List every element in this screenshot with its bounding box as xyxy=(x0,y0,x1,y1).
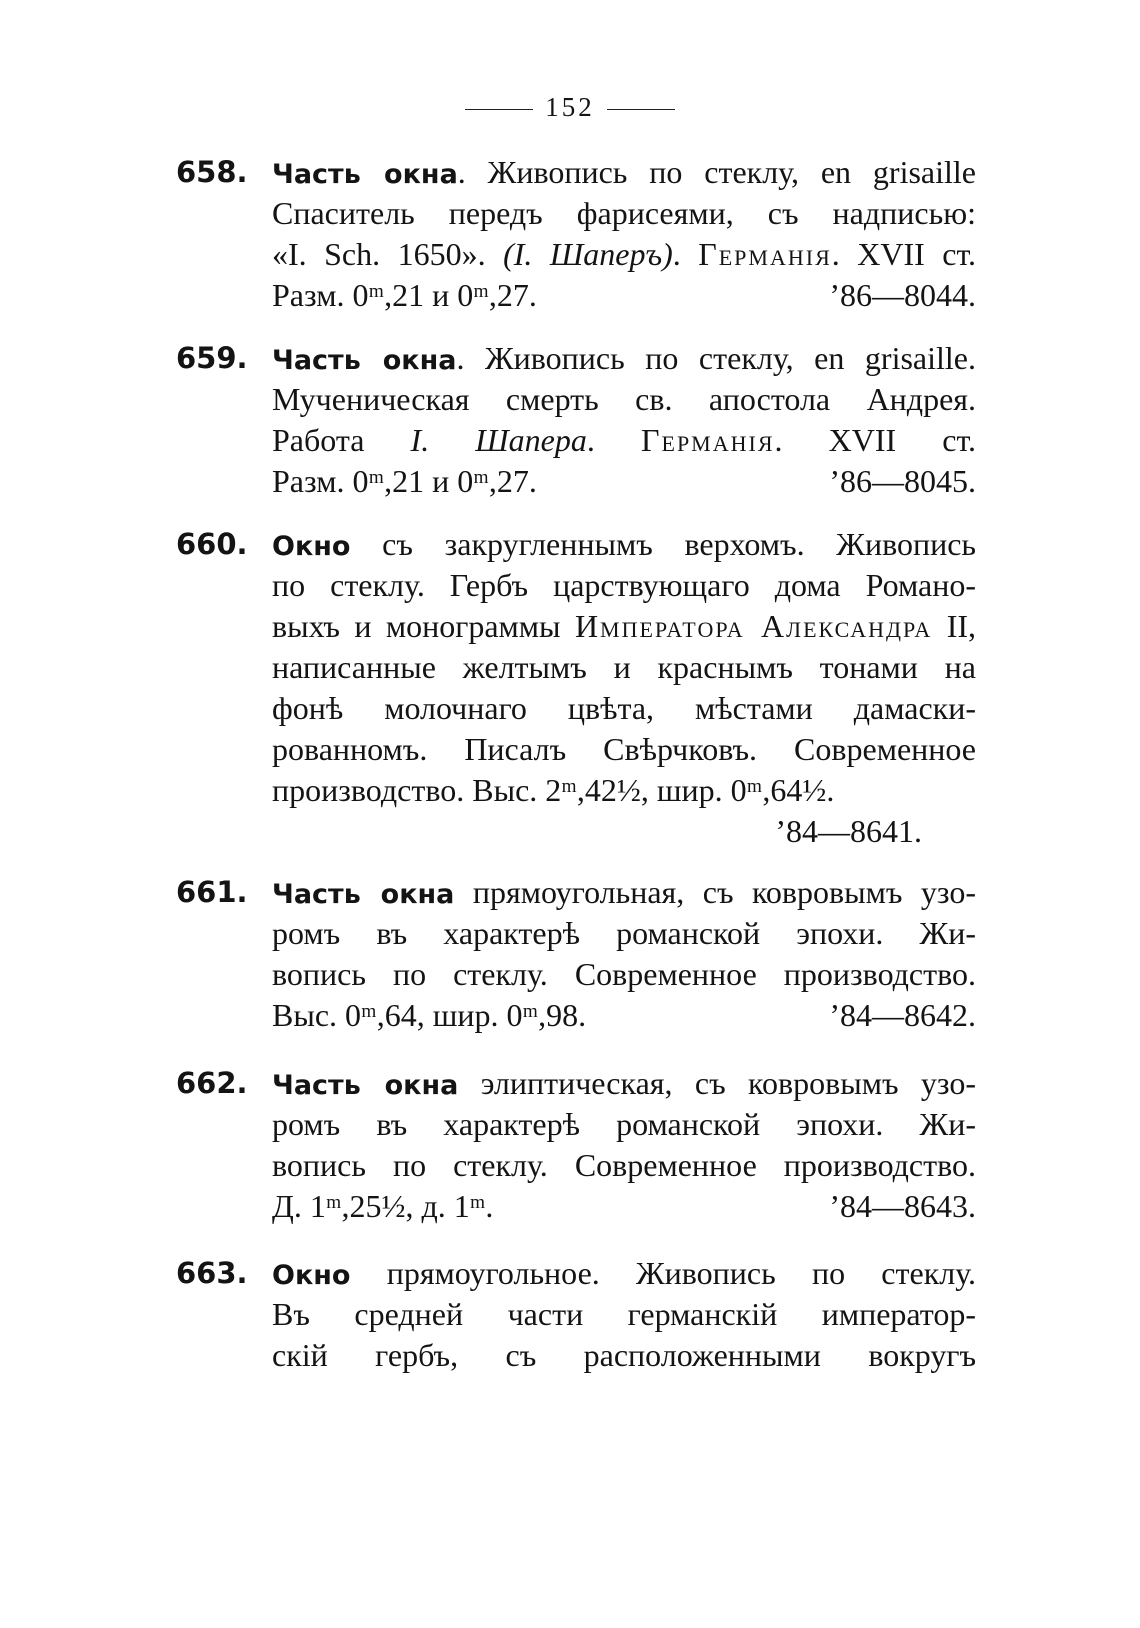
entry-number: 660. xyxy=(176,527,248,561)
entry-line: Д. 1ᵐ,25½, д. 1ᵐ. ’84—8643. xyxy=(272,1186,976,1227)
entry-line xyxy=(272,811,922,852)
accession-number: ’84—8641. xyxy=(775,813,922,849)
entry-heading: Часть окна xyxy=(272,879,455,910)
accession-number: ’86—8045. xyxy=(829,463,976,499)
page-number-rule-left xyxy=(465,109,533,110)
page-number-text: 152 xyxy=(545,92,595,122)
entry-line: Часть окна. Живопись по стеклу, en grisaille xyxy=(272,154,977,190)
entry-line: Мученическая смерть св. апостола Андрея. xyxy=(272,381,976,417)
entry-line: Разм. 0ᵐ,21 и 0ᵐ,27. ’86—8044. xyxy=(272,275,976,316)
entry-line: Часть окна элиптическая, съ ковровымъ узо- xyxy=(272,1065,977,1101)
entry-line: написанные желтымъ и краснымъ тонами на xyxy=(272,649,976,685)
accession-number: ’84—8642. xyxy=(829,997,976,1033)
entry-line: ромъ въ характерѣ романской эпохи. Жи- xyxy=(272,915,976,951)
entry-number: 663. xyxy=(176,1256,248,1290)
entry-line: производство. Выс. 2ᵐ,42½, шир. 0ᵐ,64½. xyxy=(272,772,835,808)
entry-line: Часть окна прямоугольная, съ ковровымъ узо- xyxy=(272,874,977,910)
entry-number: 661. xyxy=(176,875,248,909)
entry-line: скій гербъ, съ расположенными вокругъ xyxy=(272,1337,976,1373)
accession-number: ’86—8044. xyxy=(829,277,976,313)
entry-line: Въ средней части германскій император- xyxy=(272,1296,976,1332)
entry-heading: Часть окна xyxy=(272,345,457,376)
entry-line: Работа I. Шапера. Германія. XVII ст. xyxy=(272,422,977,458)
entry-heading: Окно xyxy=(272,1260,351,1291)
entry-number: 658. xyxy=(176,155,248,189)
entry-line: Часть окна. Живопись по стеклу, en grisaille. xyxy=(272,340,976,376)
entry-line: вопись по стеклу. Современное производство. xyxy=(272,1147,976,1183)
entry-line: фонѣ молочнаго цвѣта, мѣстами дамаски- xyxy=(272,690,976,726)
entry-line: Окно съ закругленнымъ верхомъ. Живопись xyxy=(272,526,976,562)
entry-line: вопись по стеклу. Современное производство. xyxy=(272,956,976,992)
entry-line: по стеклу. Гербъ царствующаго дома Романо- xyxy=(272,567,976,603)
entry-heading: Окно xyxy=(272,531,351,562)
entry-line: Выс. 0ᵐ,64, шир. 0ᵐ,98. ’84—8642. xyxy=(272,995,976,1036)
entry-number: 662. xyxy=(176,1066,248,1100)
entry-heading: Часть окна xyxy=(272,159,458,190)
page-number-rule-right xyxy=(607,109,675,110)
entry-line: Разм. 0ᵐ,21 и 0ᵐ,27. ’86—8045. xyxy=(272,461,976,502)
entry-heading: Часть окна xyxy=(272,1070,459,1101)
entry-line: «I. Sch. 1650». (I. Шаперъ). Германія. XVII ст. xyxy=(272,236,977,272)
page-number xyxy=(0,92,1140,123)
entry-line: Спаситель передъ фарисеями, съ надписью: xyxy=(272,195,976,231)
entry-line: рованномъ. Писалъ Свѣрчковъ. Современное xyxy=(272,731,976,767)
entry-line: ромъ въ характерѣ романской эпохи. Жи- xyxy=(272,1106,976,1142)
accession-number: ’84—8643. xyxy=(829,1188,976,1224)
entry-number: 659. xyxy=(176,341,248,375)
entry-line: Окно прямоугольное. Живопись по стеклу. xyxy=(272,1255,976,1291)
entry-line: выхъ и монограммы Императора Александра II, xyxy=(272,608,977,644)
